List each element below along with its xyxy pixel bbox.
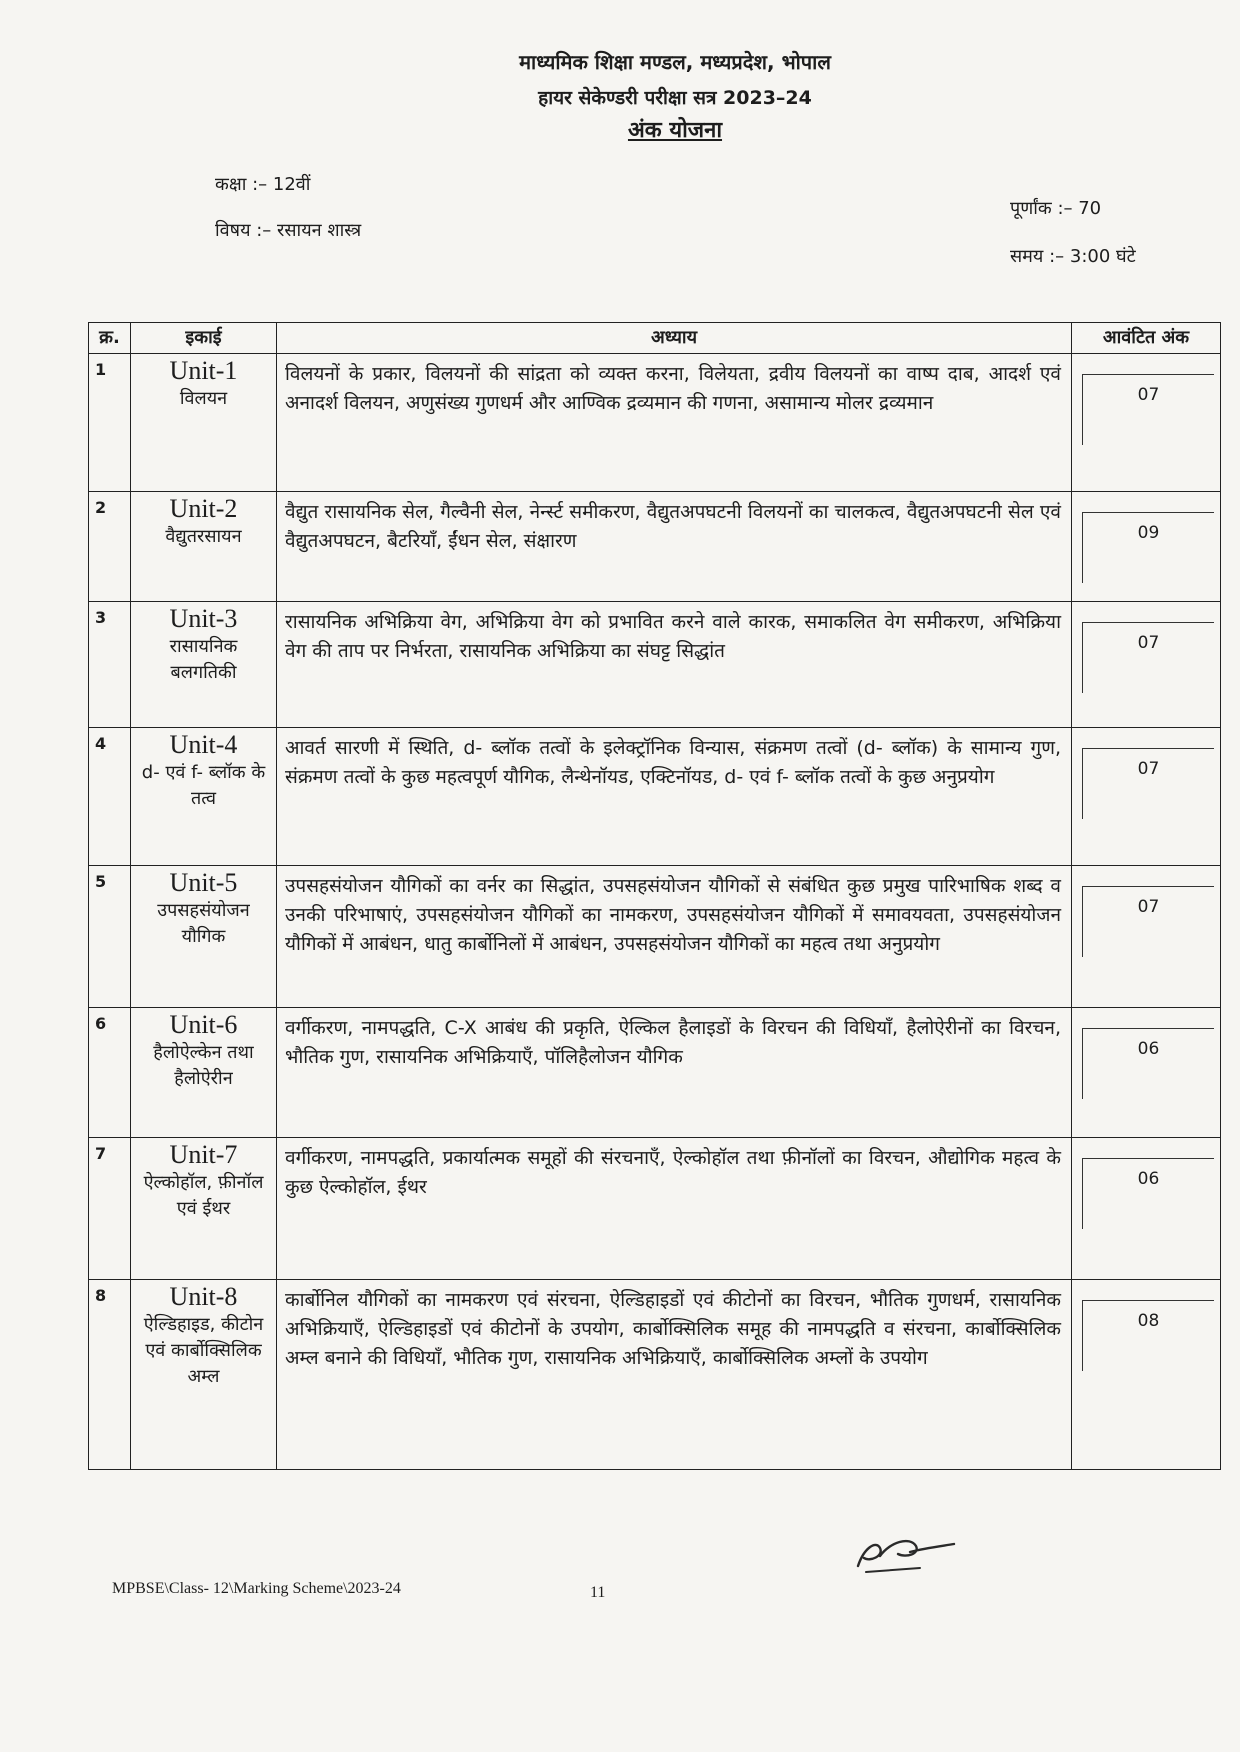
- row-chapter: रासायनिक अभिक्रिया वेग, अभिक्रिया वेग को प्रभावित करने वाले कारक, समाकलित वेग समीकरण, अभिक्रिया वेग की ताप पर निर्भरता, रासायनिक अभिक्रिया का संघट्ट सिद्धांत: [277, 602, 1072, 728]
- table-row: [89, 1138, 1221, 1280]
- unit-name: हैलोऐल्केन तथा हैलोऐरीन: [153, 1042, 254, 1089]
- row-sno: 7: [89, 1138, 131, 1280]
- row-marks: 07: [1082, 374, 1214, 445]
- row-unit: [131, 1280, 277, 1470]
- unit-name: विलयन: [179, 388, 228, 409]
- unit-code: Unit-4: [169, 730, 238, 759]
- row-chapter: वर्गीकरण, नामपद्धति, प्रकार्यात्मक समूहों की संरचनाएँ, ऐल्कोहॉल तथा फ़ीनॉलों का विरचन, औद्योगिक महत्व के कुछ ऐल्कोहॉल, ईथर: [277, 1138, 1072, 1280]
- board-name: माध्यमिक शिक्षा मण्डल, मध्यप्रदेश, भोपाल: [519, 50, 831, 74]
- row-sno: 5: [89, 866, 131, 1008]
- row-sno: 6: [89, 1008, 131, 1138]
- row-unit: [131, 866, 277, 1008]
- row-unit: [131, 602, 277, 728]
- row-unit: [131, 492, 277, 602]
- class-label: कक्षा :– 12वीं: [215, 174, 311, 195]
- row-marks-cell: [1072, 602, 1221, 728]
- signature-mark: [850, 1528, 960, 1578]
- row-unit: [131, 1138, 277, 1280]
- table-row: [89, 728, 1221, 866]
- row-marks-cell: [1072, 866, 1221, 1008]
- row-chapter: उपसहसंयोजन यौगिकों का वर्नर का सिद्धांत, उपसहसंयोजन यौगिकों से संबंधित कुछ प्रमुख पारिभाषिक शब्द व उनकी परिभाषाएं, उपसहसंयोजन यौगिकों का नामकरण, उपसहसंयोजन यौगिकों में समावयवता, उपसहसंयोजन यौगिकों में आबंधन, धातु कार्बोनिलों में आबंधन, उपसहसंयोजन यौगिकों का महत्व तथा अनुप्रयोग: [277, 866, 1072, 1008]
- row-chapter: कार्बोनिल यौगिकों का नामकरण एवं संरचना, ऐल्डिहाइडों एवं कीटोनों का विरचन, भौतिक गुणधर्म, रासायनिक अभिक्रियाएँ, ऐल्डिहाइडों एवं कीटोनों के उपयोग, कार्बोक्सिलिक समूह की नामपद्धति व संरचना, कार्बोक्सिलिक अम्ल बनाने की विधियाँ, भौतिक गुण, रासायनिक अभिक्रियाएँ, कार्बोक्सिलिक अम्लों के उपयोग: [277, 1280, 1072, 1470]
- table-row: [89, 1280, 1221, 1470]
- exam-session: हायर सेकेण्डरी परीक्षा सत्र 2023–24: [538, 87, 812, 109]
- unit-name: वैद्युतरसायन: [165, 526, 242, 547]
- row-chapter: वैद्युत रासायनिक सेल, गैल्वैनी सेल, नेर्न्स्ट समीकरण, वैद्युतअपघटनी विलयनों का चालकत्व, वैद्युतअपघटनी सेल एवं वैद्युतअपघटन, बैटरियाँ, ईंधन सेल, संक्षारण: [277, 492, 1072, 602]
- header-unit: इकाई: [131, 323, 277, 354]
- unit-code: Unit-5: [169, 868, 238, 897]
- row-sno: 2: [89, 492, 131, 602]
- full-marks-label: पूर्णांक :– 70: [1010, 198, 1102, 219]
- row-marks: 06: [1082, 1158, 1214, 1229]
- table-row: [89, 354, 1221, 492]
- row-sno: 8: [89, 1280, 131, 1470]
- unit-code: Unit-7: [169, 1140, 238, 1169]
- marking-scheme-table: [88, 322, 1221, 1470]
- time-label: समय :– 3:00 घंटे: [1010, 246, 1136, 267]
- unit-name: ऐल्डिहाइड, कीटोन एवं कार्बोक्सिलिक अम्ल: [143, 1314, 264, 1387]
- row-sno: 3: [89, 602, 131, 728]
- footer-path: MPBSE\Class- 12\Marking Scheme\2023-24: [112, 1580, 401, 1597]
- unit-name: रासायनिक बलगतिकी: [169, 636, 238, 683]
- row-chapter: विलयनों के प्रकार, विलयनों की सांद्रता को व्यक्त करना, विलेयता, द्रवीय विलयनों का वाष्प दाब, आदर्श एवं अनादर्श विलयन, अणुसंख्य गुणधर्म और आण्विक द्रव्यमान की गणना, असामान्य मोलर द्रव्यमान: [277, 354, 1072, 492]
- unit-name: ऐल्कोहॉल, फ़ीनॉल एवं ईथर: [143, 1172, 264, 1219]
- unit-code: Unit-2: [169, 494, 238, 523]
- header-sno: क्र.: [89, 323, 131, 354]
- unit-code: Unit-3: [169, 604, 238, 633]
- row-marks-cell: [1072, 492, 1221, 602]
- row-marks: 07: [1082, 748, 1214, 819]
- table-row: [89, 492, 1221, 602]
- table-row: [89, 1008, 1221, 1138]
- table-row: [89, 866, 1221, 1008]
- row-unit: [131, 1008, 277, 1138]
- row-sno: 1: [89, 354, 131, 492]
- subject-label: विषय :– रसायन शास्त्र: [215, 220, 362, 241]
- unit-code: Unit-8: [169, 1282, 238, 1311]
- row-marks: 07: [1082, 622, 1214, 693]
- unit-code: Unit-1: [169, 356, 238, 385]
- row-unit: [131, 354, 277, 492]
- page-number: 11: [590, 1584, 606, 1601]
- row-marks-cell: [1072, 728, 1221, 866]
- row-marks: 08: [1082, 1300, 1214, 1371]
- row-unit: [131, 728, 277, 866]
- unit-name: उपसहसंयोजन यौगिक: [157, 900, 250, 947]
- row-marks: 07: [1082, 886, 1214, 957]
- row-marks: 09: [1082, 512, 1214, 583]
- row-marks-cell: [1072, 354, 1221, 492]
- row-sno: 4: [89, 728, 131, 866]
- row-marks-cell: [1072, 1280, 1221, 1470]
- table-row: [89, 602, 1221, 728]
- unit-code: Unit-6: [169, 1010, 238, 1039]
- row-marks-cell: [1072, 1008, 1221, 1138]
- document-title: अंक योजना: [627, 118, 723, 143]
- unit-name: d- एवं f- ब्लॉक के तत्व: [141, 762, 266, 809]
- row-marks: 06: [1082, 1028, 1214, 1099]
- header-chapter: अध्याय: [277, 323, 1072, 354]
- table-header-row: [89, 323, 1221, 354]
- row-chapter: आवर्त सारणी में स्थिति, d- ब्लॉक तत्वों के इलेक्ट्रॉनिक विन्यास, संक्रमण तत्वों (d- ब्लॉक) के सामान्य गुण, संक्रमण तत्वों के कुछ महत्वपूर्ण यौगिक, लैन्थेनॉयड, एक्टिनॉयड, d- एवं f- ब्लॉक तत्वों के कुछ अनुप्रयोग: [277, 728, 1072, 866]
- row-marks-cell: [1072, 1138, 1221, 1280]
- header-marks: आवंटित अंक: [1072, 323, 1221, 354]
- row-chapter: वर्गीकरण, नामपद्धति, C-X आबंध की प्रकृति, ऐल्किल हैलाइडों के विरचन की विधियाँ, हैलोऐरीनों का विरचन, भौतिक गुण, रासायनिक अभिक्रियाएँ, पॉलिहैलोजन यौगिक: [277, 1008, 1072, 1138]
